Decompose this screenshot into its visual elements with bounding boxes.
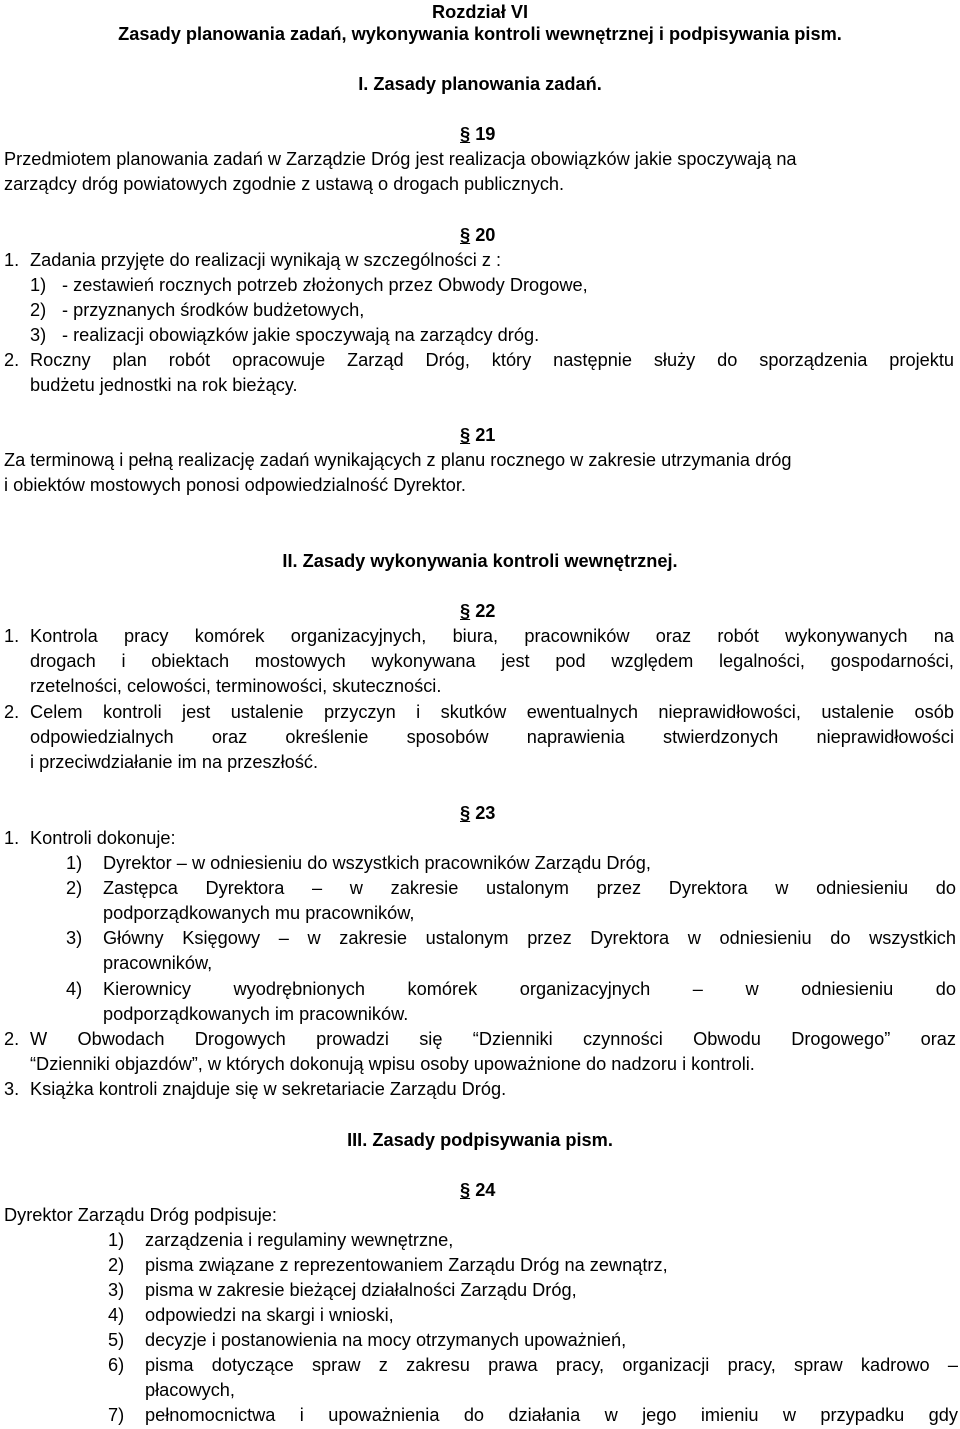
section-number: 24 [475, 1180, 496, 1200]
point-number: 3. [4, 1079, 20, 1099]
section-23-point-1 [4, 826, 176, 851]
section-24-item-4-line-1: odpowiedzi na skargi i wnioski, [145, 1305, 394, 1325]
item-number: 3) [30, 325, 47, 345]
section-22-point-1-line-2: drogach i obiektach mostowych wykonywana jest pod względem legalności, gospodarności, [30, 651, 954, 671]
section-22-point-2-line-3: i przeciwdziałanie im na przeszłość. [30, 752, 319, 772]
section-24-item-6-number: 6) [108, 1355, 125, 1375]
section-19-line-1: Przedmiotem planowania zadań w Zarządzie Dróg jest realizacja obowiązków jakie spoczywają na [4, 149, 797, 169]
part-3-heading: III. Zasady podpisywania pism. [347, 1130, 613, 1150]
point-number: 1. [4, 250, 20, 270]
section-24-item-7-line-1: pełnomocnictwa i upoważnienia do działania w jego imieniu w przypadku gdy [145, 1405, 958, 1425]
point-text: Zadania przyjęte do realizacji wynikają w szczególności z : [30, 250, 502, 270]
section-sign: § [460, 601, 471, 621]
section-23-item-4-number: 4) [66, 979, 83, 999]
section-20-item-3 [30, 323, 539, 348]
section-number: 19 [475, 124, 496, 144]
section-20-item-1 [30, 273, 588, 298]
section-number: 21 [475, 425, 496, 445]
section-23-item-3-line-2: pracowników, [103, 953, 213, 973]
section-22-heading [460, 599, 495, 624]
point-text: Kontroli dokonuje: [30, 828, 176, 848]
part-1-heading: I. Zasady planowania zadań. [358, 74, 602, 94]
section-24-item-1-line-1: zarządzenia i regulaminy wewnętrzne, [145, 1230, 454, 1250]
section-22-point-2-line-1: Celem kontroli jest ustalenie przyczyn i skutków ewentualnych nieprawidłowości, ustalenie osób [30, 702, 954, 722]
section-23-item-2-number: 2) [66, 878, 83, 898]
section-sign: § [460, 225, 471, 245]
section-23-heading [460, 801, 495, 826]
section-23-point-3 [4, 1077, 506, 1102]
point-number: 2. [4, 702, 20, 722]
section-24-item-1-number: 1) [108, 1230, 125, 1250]
section-number: 23 [475, 803, 496, 823]
section-sign: § [460, 124, 471, 144]
item-text: - przyznanych środków budżetowych, [62, 300, 365, 320]
section-23-item-4-line-1: Kierownicy wyodrębnionych komórek organizacyjnych – w odniesieniu do [103, 979, 956, 999]
section-24-heading [460, 1178, 495, 1203]
point-text: Książka kontroli znajduje się w sekretariacie Zarządu Dróg. [30, 1079, 507, 1099]
item-text: - zestawień rocznych potrzeb złożonych przez Obwody Drogowe, [62, 275, 588, 295]
part-2-heading: II. Zasady wykonywania kontroli wewnętrznej. [282, 551, 678, 571]
section-20-point-2 [4, 348, 30, 373]
section-24-item-6-line-1: pisma dotyczące spraw z zakresu prawa pracy, organizacji pracy, spraw kadrowo – [145, 1355, 958, 1375]
section-24-item-2-line-1: pisma związane z reprezentowaniem Zarządu Dróg na zewnątrz, [145, 1255, 668, 1275]
section-21-line-1: Za terminową i pełną realizację zadań wynikających z planu rocznego w zakresie utrzymania dróg [4, 450, 792, 470]
section-21-heading [460, 423, 495, 448]
section-24-item-2-number: 2) [108, 1255, 125, 1275]
section-23-item-2-line-2: podporządkowanych mu pracowników, [103, 903, 415, 923]
section-sign: § [460, 425, 471, 445]
section-23-item-3-number: 3) [66, 928, 83, 948]
item-text: - realizacji obowiązków jakie spoczywają na zarządcy dróg. [62, 325, 540, 345]
chapter-number: Rozdział VI [432, 2, 528, 22]
section-20-item-2 [30, 298, 364, 323]
chapter-title: Zasady planowania zadań, wykonywania kontroli wewnętrznej i podpisywania pism. [118, 24, 842, 44]
section-19-heading [460, 122, 495, 147]
section-23-point-2 [4, 1027, 30, 1052]
section-20-point-1 [4, 248, 501, 273]
section-24-item-3-line-1: pisma w zakresie bieżącej działalności Zarządu Dróg, [145, 1280, 577, 1300]
item-number: 1) [30, 275, 47, 295]
section-22-point-2-line-2: odpowiedzialnych oraz określenie sposobów naprawienia stwierdzonych nieprawidłowości [30, 727, 954, 747]
section-24-item-5-line-1: decyzje i postanowienia na mocy otrzymanych upoważnień, [145, 1330, 627, 1350]
section-number: 22 [475, 601, 496, 621]
point-number: 1. [4, 626, 20, 646]
section-sign: § [460, 1180, 471, 1200]
point-number: 1. [4, 828, 20, 848]
section-23-item-2-line-1: Zastępca Dyrektora – w zakresie ustalonym przez Dyrektora w odniesieniu do [103, 878, 956, 898]
section-23-item-1-line-1: Dyrektor – w odniesieniu do wszystkich pracowników Zarządu Dróg, [103, 853, 651, 873]
section-24-item-5-number: 5) [108, 1330, 125, 1350]
section-24-intro: Dyrektor Zarządu Dróg podpisuje: [4, 1205, 277, 1225]
section-20-point-2-line-2: budżetu jednostki na rok bieżący. [30, 375, 298, 395]
section-23-point-2-line-2: “Dzienniki objazdów”, w których dokonują wpisu osoby upoważnione do nadzoru i kontroli. [30, 1054, 755, 1074]
section-24-item-6-line-2: płacowych, [145, 1380, 235, 1400]
point-number: 2. [4, 1029, 20, 1049]
section-22-point-1 [4, 624, 30, 649]
section-24-item-3-number: 3) [108, 1280, 125, 1300]
section-24-item-4-number: 4) [108, 1305, 125, 1325]
section-23-item-3-line-1: Główny Księgowy – w zakresie ustalonym przez Dyrektora w odniesieniu do wszystkich [103, 928, 956, 948]
item-number: 2) [30, 300, 47, 320]
section-23-item-4-line-2: podporządkowanych im pracowników. [103, 1004, 409, 1024]
section-19-line-2: zarządcy dróg powiatowych zgodnie z ustawą o drogach publicznych. [4, 174, 565, 194]
section-22-point-1-line-3: rzetelności, celowości, terminowości, skuteczności. [30, 676, 442, 696]
section-21-line-2: i obiektów mostowych ponosi odpowiedzialność Dyrektor. [4, 475, 466, 495]
section-20-point-2-line-1: Roczny plan robót opracowuje Zarząd Dróg, który następnie służy do sporządzenia projektu [30, 350, 954, 370]
section-23-point-2-line-1: W Obwodach Drogowych prowadzi się “Dzienniki czynności Obwodu Drogowego” oraz [30, 1029, 956, 1049]
section-24-item-7-number: 7) [108, 1405, 125, 1425]
point-number: 2. [4, 350, 20, 370]
section-22-point-1-line-1: Kontrola pracy komórek organizacyjnych, biura, pracowników oraz robót wykonywanych na [30, 626, 954, 646]
section-20-heading [460, 223, 495, 248]
section-sign: § [460, 803, 471, 823]
section-22-point-2 [4, 700, 30, 725]
section-23-item-1-number: 1) [66, 853, 83, 873]
section-number: 20 [475, 225, 496, 245]
